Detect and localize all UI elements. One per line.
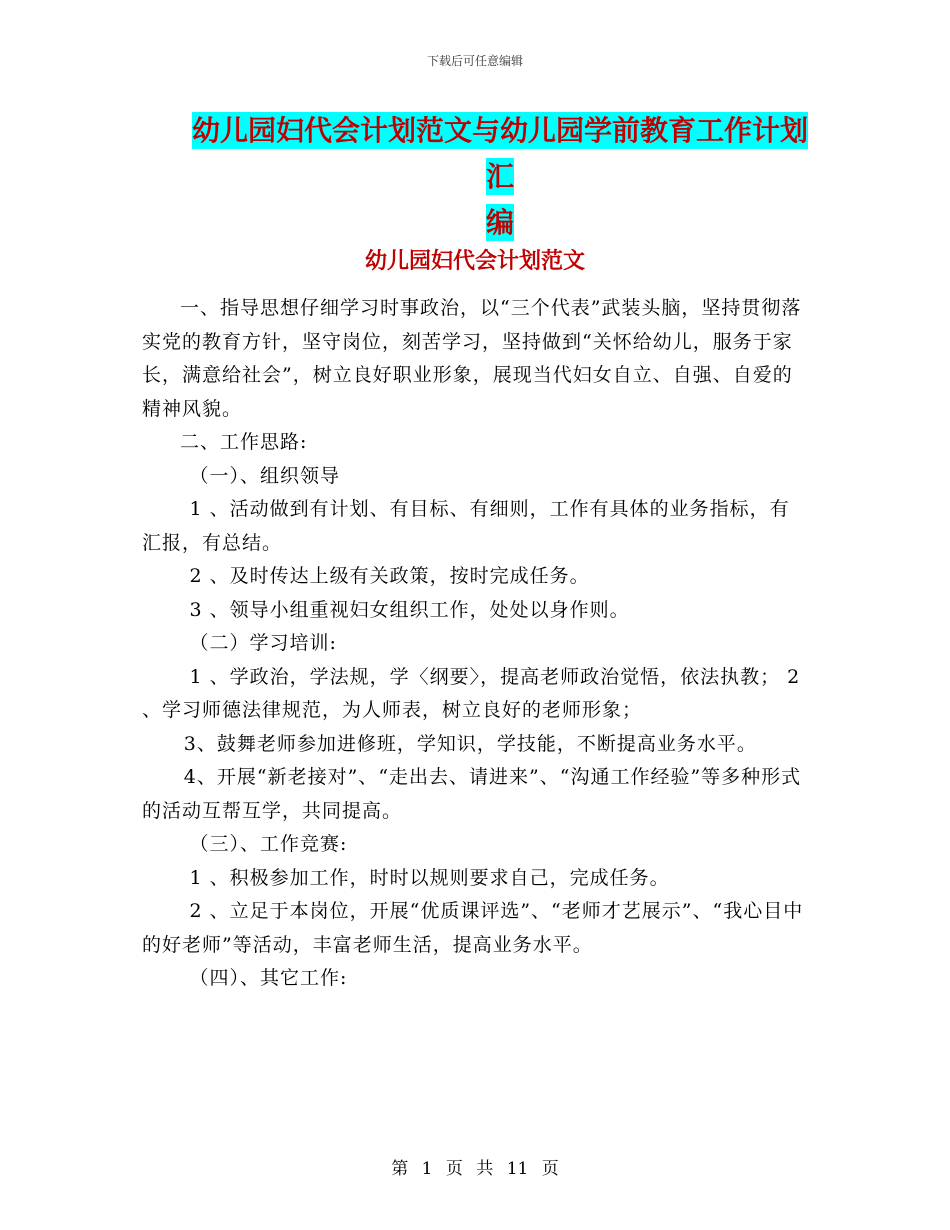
- paragraph: 3 、领导小组重视妇女组织工作，处处以身作则。: [189, 598, 630, 621]
- paragraph: 1 、积极参加工作，时时以规则要求自己，完成任务。: [189, 866, 670, 889]
- document-title-line2: 编: [485, 206, 514, 239]
- paragraph: （三）、工作竞赛:: [189, 833, 348, 855]
- paragraph: 一、指导思想仔细学习时事政治，以“三个代表”武装头脑，坚持贯彻落实党的教育方针，坚守岗位，刻苦学习，坚持做到“关怀给幼儿，服务于家长，满意给社会”，树立良好职业形象，展现当代妇女自立、自强、自爱的精神风貌。: [142, 297, 802, 420]
- document-title: [190, 108, 810, 246]
- paragraph: 1 、学政治，学法规，学〈纲要〉，提高老师政治觉悟，依法执教； 2 、学习师德法律规范，为人师表，树立良好的老师形象；: [142, 665, 801, 721]
- footer-total-pages: 11: [506, 1159, 529, 1179]
- paragraph: 2 、及时传达上级有关政策，按时完成任务。: [189, 565, 590, 587]
- footer-label-unit2: 页: [541, 1159, 559, 1179]
- paragraph: （一）、组织领导: [189, 464, 341, 487]
- paragraph: （四）、其它工作:: [189, 967, 348, 989]
- paragraph: 1 、活动做到有计划、有目标、有细则，工作有具体的业务指标，有汇报，有总结。: [142, 498, 790, 554]
- footer-label-unit: 页: [445, 1159, 463, 1179]
- paragraph: （二）学习培训:: [189, 632, 337, 654]
- header-note: 下载后可任意编辑: [426, 54, 523, 68]
- paragraph: 2 、立足于本岗位，开展“优质课评选”、“老师才艺展示”、“我心目中的好老师”等活动，丰富老师生活，提高业务水平。: [142, 900, 804, 956]
- paragraph: 3、鼓舞老师参加进修班，学知识，学技能，不断提高业务水平。: [183, 732, 757, 755]
- document-title-line1: 幼儿园妇代会计划范文与幼儿园学前教育工作计划汇: [191, 114, 808, 193]
- document-body: [142, 292, 808, 996]
- paragraph: 二、工作思路:: [180, 431, 308, 453]
- paragraph: 4、开展“新老接对”、“走出去、请进来”、“沟通工作经验”等多种形式的活动互帮互学，共同提高。: [142, 766, 802, 822]
- section-title: 幼儿园妇代会计划范文: [364, 248, 585, 274]
- footer-label-page: 第: [391, 1159, 409, 1179]
- footer-label-total: 共: [476, 1159, 494, 1179]
- footer-current-page: 1: [421, 1159, 433, 1179]
- page-footer: [0, 1154, 950, 1179]
